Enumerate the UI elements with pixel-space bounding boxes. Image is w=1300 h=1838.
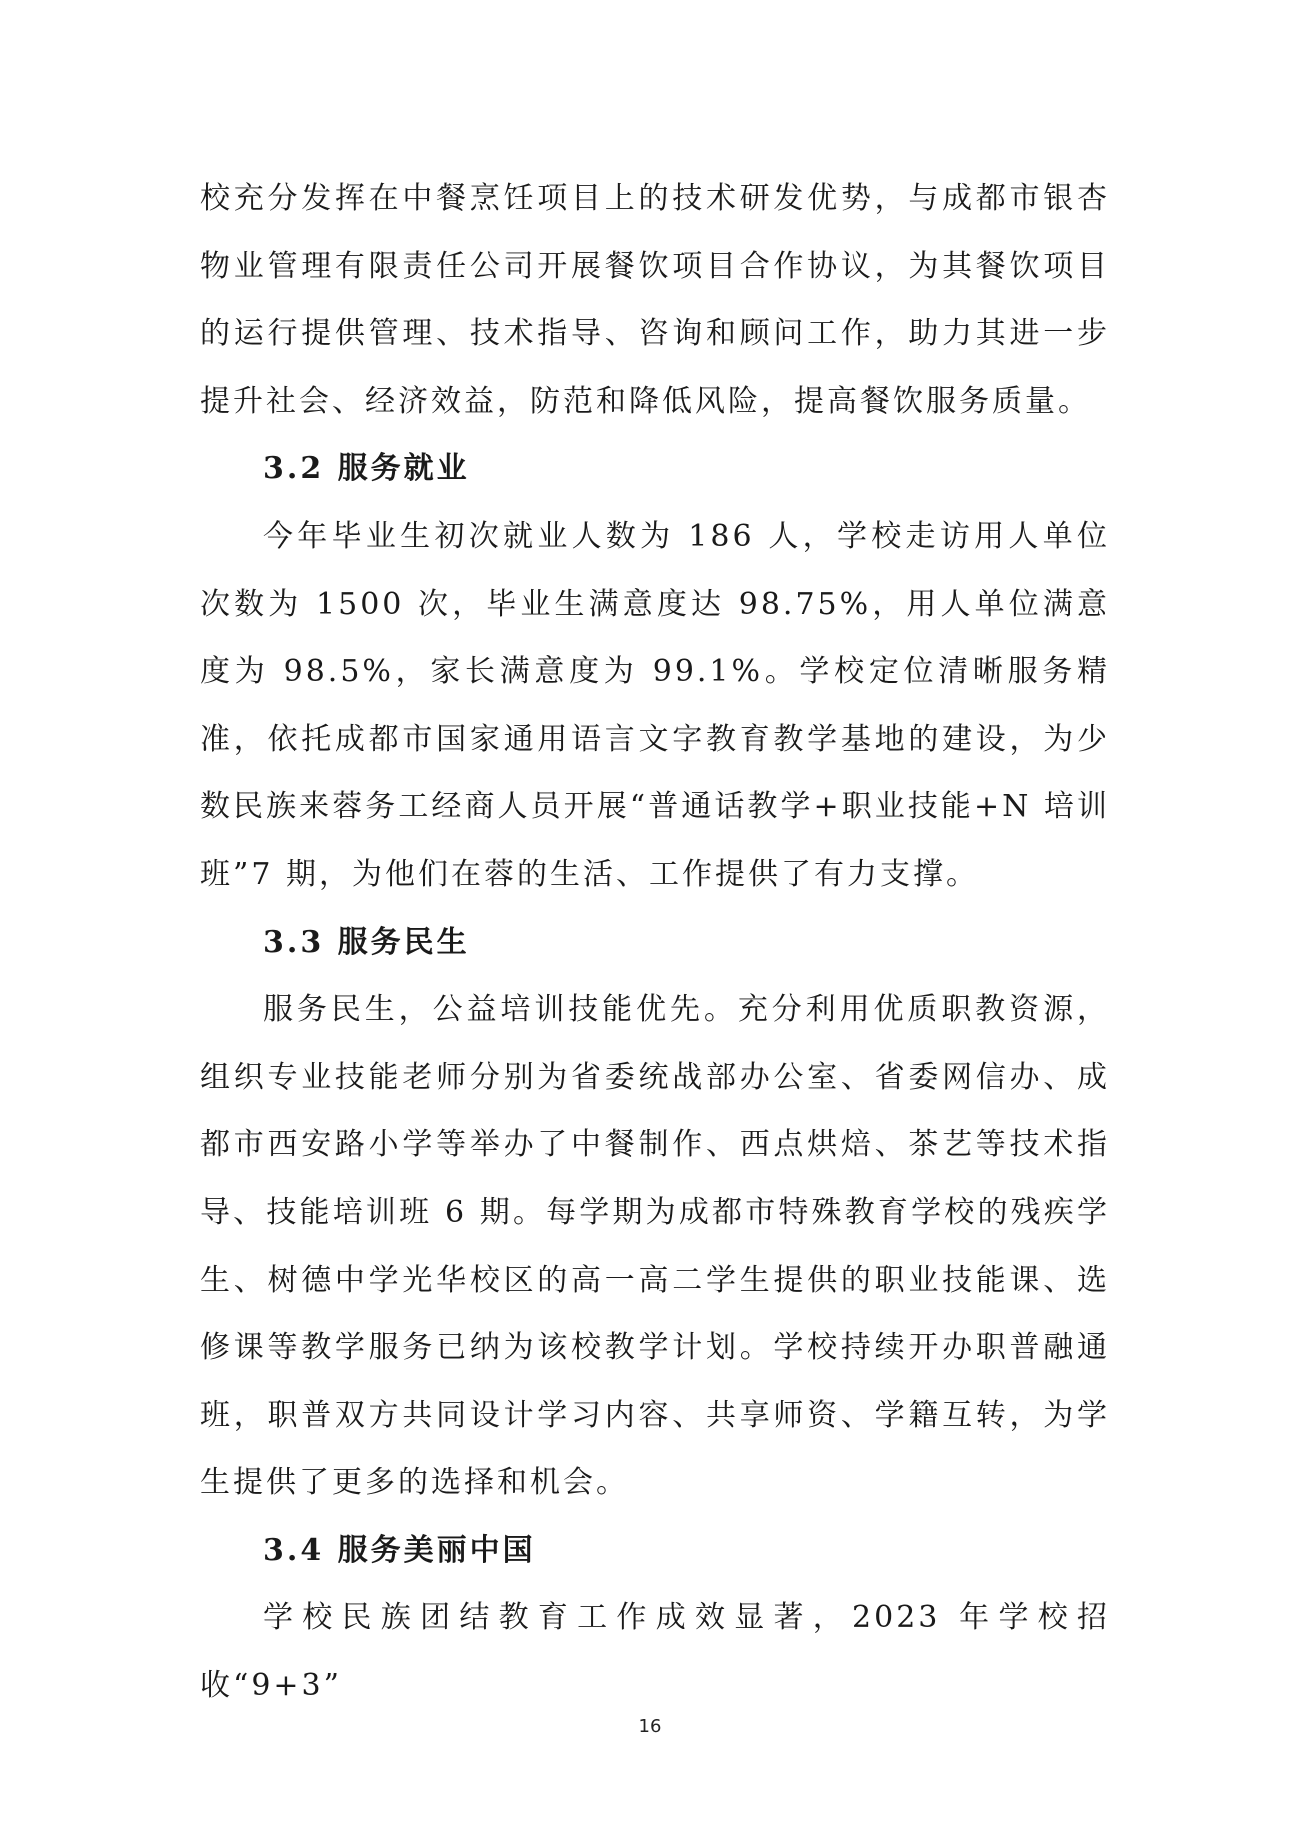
document-body	[200, 165, 1110, 1720]
paragraph-ethnic-unity: 学校民族团结教育工作成效显著，2023 年学校招收“9+3”	[200, 1600, 1110, 1704]
paragraph-livelihood: 服务民生，公益培训技能优先。充分利用优质职教资源，组织专业技能老师分别为省委统战部办公室、省委网信办、成都市西安路小学等举办了中餐制作、西点烘焙、茶艺等技术指导、技能培训班 6 期。每学期为成都市特殊教育学校的残疾学生、树德中学光华校区的高一高二学生提供的职业技能课、选修课等教学服务已纳为该校教学计划。学校持续开办职普融通班，职普双方共同设计学习内容、共享师资、学籍互转，为学生提供了更多的选择和机会。	[200, 992, 1110, 1501]
section-heading-3-3: 3.3 服务民生	[263, 924, 470, 960]
paragraph-continuation: 校充分发挥在中餐烹饪项目上的技术研发优势，与成都市银杏物业管理有限责任公司开展餐饮项目合作协议，为其餐饮项目的运行提供管理、技术指导、咨询和顾问工作，助力其进一步提升社会、经济效益，防范和降低风险，提高餐饮服务质量。	[200, 181, 1110, 419]
section-heading-3-4: 3.4 服务美丽中国	[263, 1532, 536, 1568]
section-heading-3-2: 3.2 服务就业	[263, 451, 470, 487]
page-number: 16	[638, 1716, 662, 1737]
paragraph-employment: 今年毕业生初次就业人数为 186 人，学校走访用人单位次数为 1500 次，毕业生满意度达 98.75%，用人单位满意度为 98.5%，家长满意度为 99.1%。学校定位清晰服务精准，依托成都市国家通用语言文字教育教学基地的建设，为少数民族来蓉务工经商人员开展“普通话教学+职业技能+N 培训班”7 期，为他们在蓉的生活、工作提供了有力支撑。	[200, 518, 1110, 892]
